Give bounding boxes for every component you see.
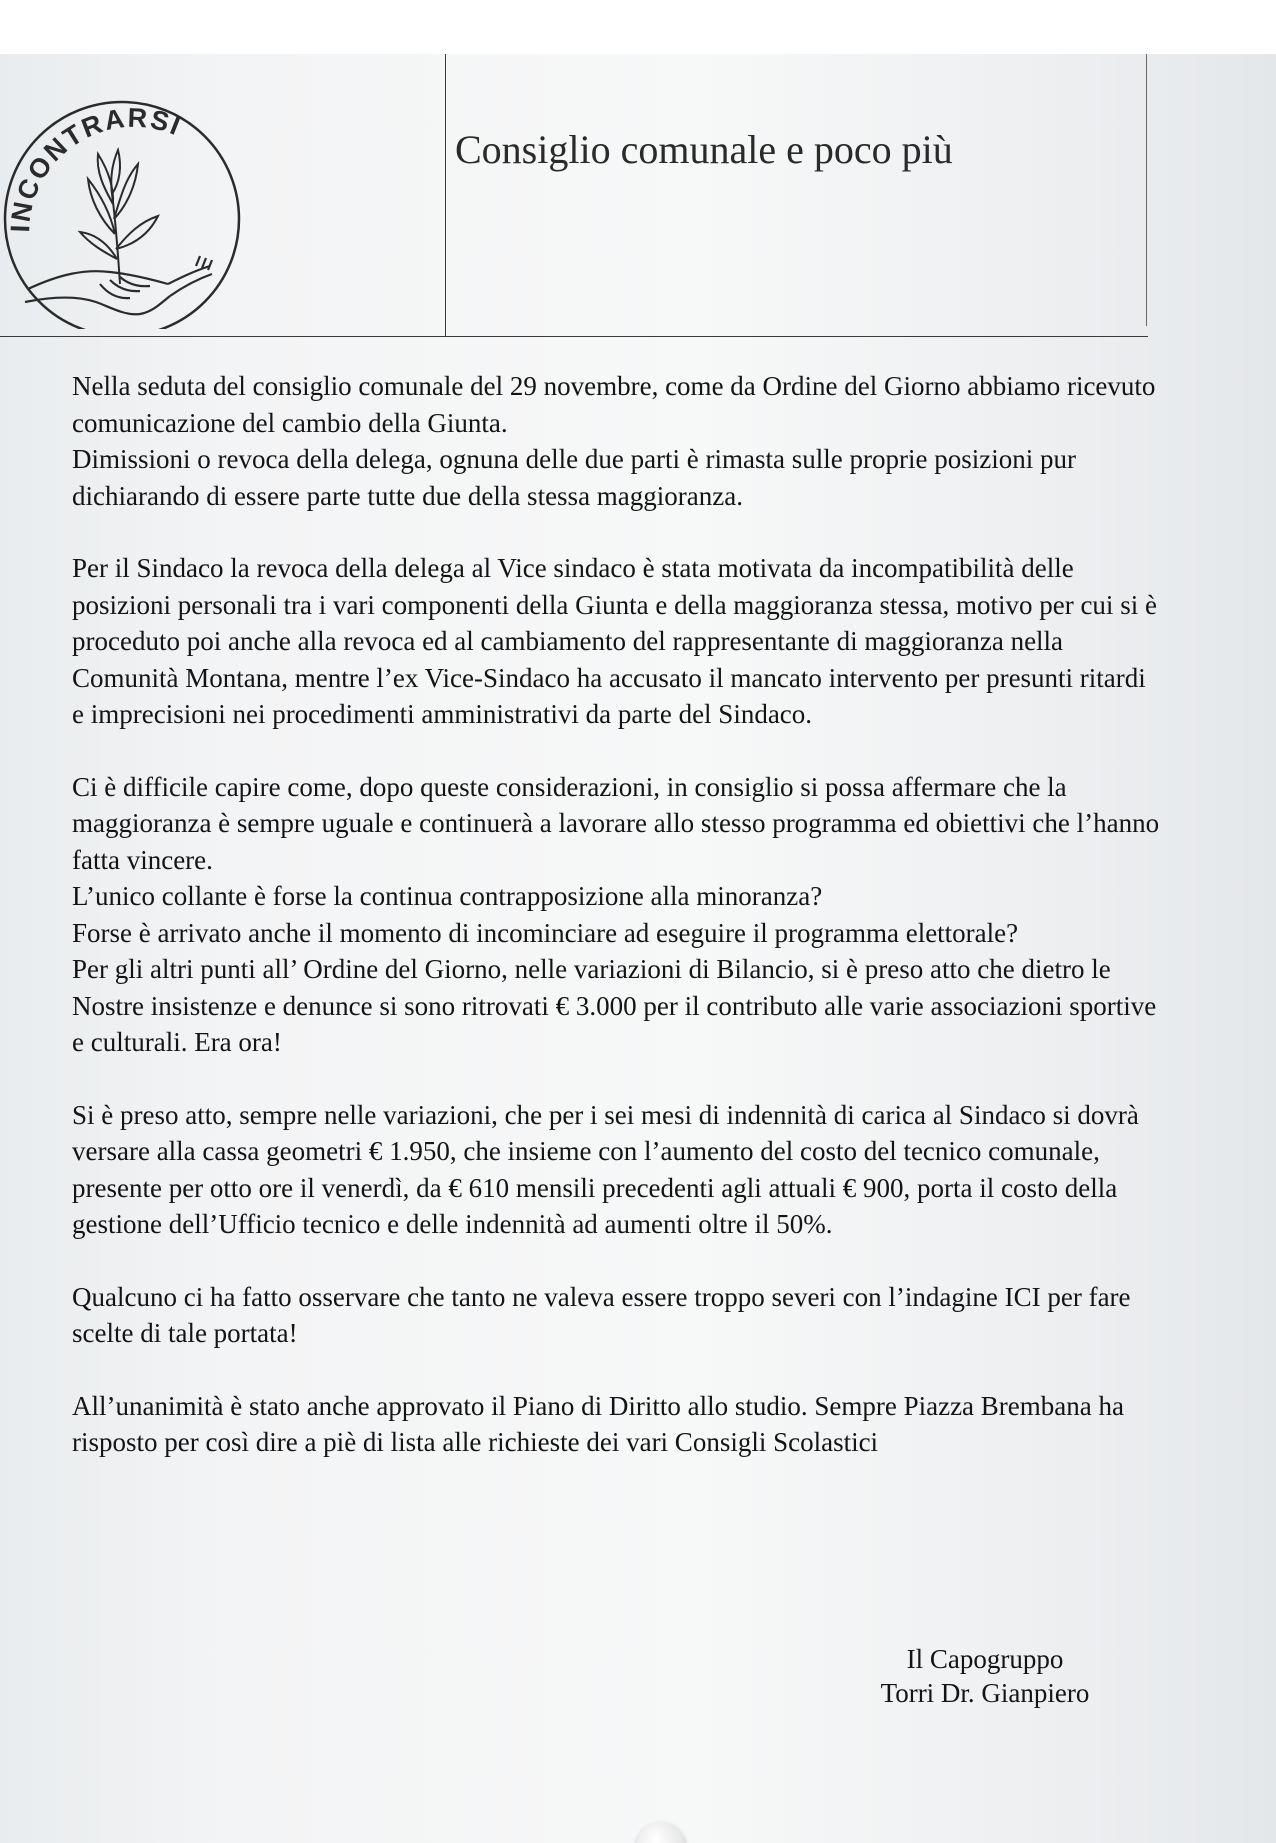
paragraph-6 bbox=[72, 1388, 1162, 1461]
paragraph-1-line-2: Dimissioni o revoca della delega, ognuna delle due parti è rimasta sulle proprie posizioni pur dichiarando di essere parte tutte due della stessa maggioranza. bbox=[72, 444, 1076, 511]
push-pin bbox=[636, 1822, 686, 1843]
article-body bbox=[72, 368, 1162, 1461]
paragraph-3 bbox=[72, 769, 1162, 1061]
background-ghost-text: ​ bbox=[654, 165, 666, 245]
logo-text: INCONTRARSI bbox=[5, 102, 187, 233]
signature-name: Torri Dr. Gianpiero bbox=[880, 1678, 1090, 1708]
paragraph-4-line-1: Si è preso atto, sempre nelle variazioni, che per i sei mesi di indennità di carica al Sindaco si dovrà versare alla cassa geometri € 1.950, che insieme con l’aumento del costo del tecnico comunale, presente per otto ore il venerdì, da € 610 mensili precedenti agli attuali € 900, porta il costo della gestione dell’Ufficio tecnico e delle indennità ad aumenti oltre il 50%. bbox=[72, 1099, 1139, 1239]
paragraph-5 bbox=[72, 1279, 1162, 1352]
paragraph-3-line-2: L’unico collante è forse la continua contrapposizione alla minoranza? bbox=[72, 881, 823, 911]
incontrarsi-logo bbox=[0, 84, 245, 329]
header-border bbox=[1146, 54, 1147, 326]
paragraph-4 bbox=[72, 1097, 1162, 1243]
paragraph-3-line-3: Forse è arrivato anche il momento di incominciare ad eseguire il programma elettorale? bbox=[72, 917, 1019, 948]
paragraph-1 bbox=[72, 368, 1162, 514]
paragraph-5-line-1: Qualcuno ci ha fatto osservare che tanto ne valeva essere troppo severi con l’indagine ICI per fare scelte di tale portata! bbox=[72, 1281, 1131, 1348]
paragraph-6-line-1: All’unanimità è stato anche approvato il Piano di Diritto allo studio. Sempre Piazza Brembana ha risposto per così dire a piè di lista alle richieste dei vari Consigli Scolastici bbox=[72, 1390, 1124, 1457]
paragraph-2-line-1: Per il Sindaco la revoca della delega al Vice sindaco è stata motivata da incompatibilità delle posizioni personali tra i vari componenti della Giunta e della maggioranza stessa, motivo per cui si è proceduto poi anche alla revoca ed al cambiamento del rappresentante di maggioranza nella Comunità Montana, mentre l’ex Vice-Sindaco ha accusato il mancato intervento per presunti ritardi e imprecisioni nei procedimenti amministrativi da parte del Sindaco. bbox=[72, 553, 1157, 729]
svg-text:INCONTRARSI bbox=[5, 103, 186, 233]
paragraph-1-line-1: Nella seduta del consiglio comunale del 29 novembre, come da Ordine del Giorno abbiamo ricevuto comunicazione del cambio della Giunta. bbox=[72, 371, 1156, 438]
header-divider bbox=[445, 54, 446, 336]
paragraph-3-line-4: Per gli altri punti all’ Ordine del Giorno, nelle variazioni di Bilancio, si è preso atto che dietro le Nostre insistenze e denunce si sono ritrovati € 3.000 per il contributo alle varie associazioni sportive e culturali. Era ora! bbox=[72, 954, 1157, 1057]
notice-sheet bbox=[0, 54, 1276, 1843]
page-title: Consiglio comunale e poco più bbox=[455, 127, 953, 172]
paragraph-2 bbox=[72, 550, 1162, 733]
paragraph-3-line-1: Ci è difficile capire come, dopo queste considerazioni, in consiglio si possa affermare che la maggioranza è sempre uguale e continuerà a lavorare allo stesso programma ed obiettivi che l’hanno fatta vincere. bbox=[72, 771, 1160, 875]
signature-block bbox=[855, 1642, 1115, 1710]
signature-role: Il Capogruppo bbox=[906, 1644, 1064, 1674]
